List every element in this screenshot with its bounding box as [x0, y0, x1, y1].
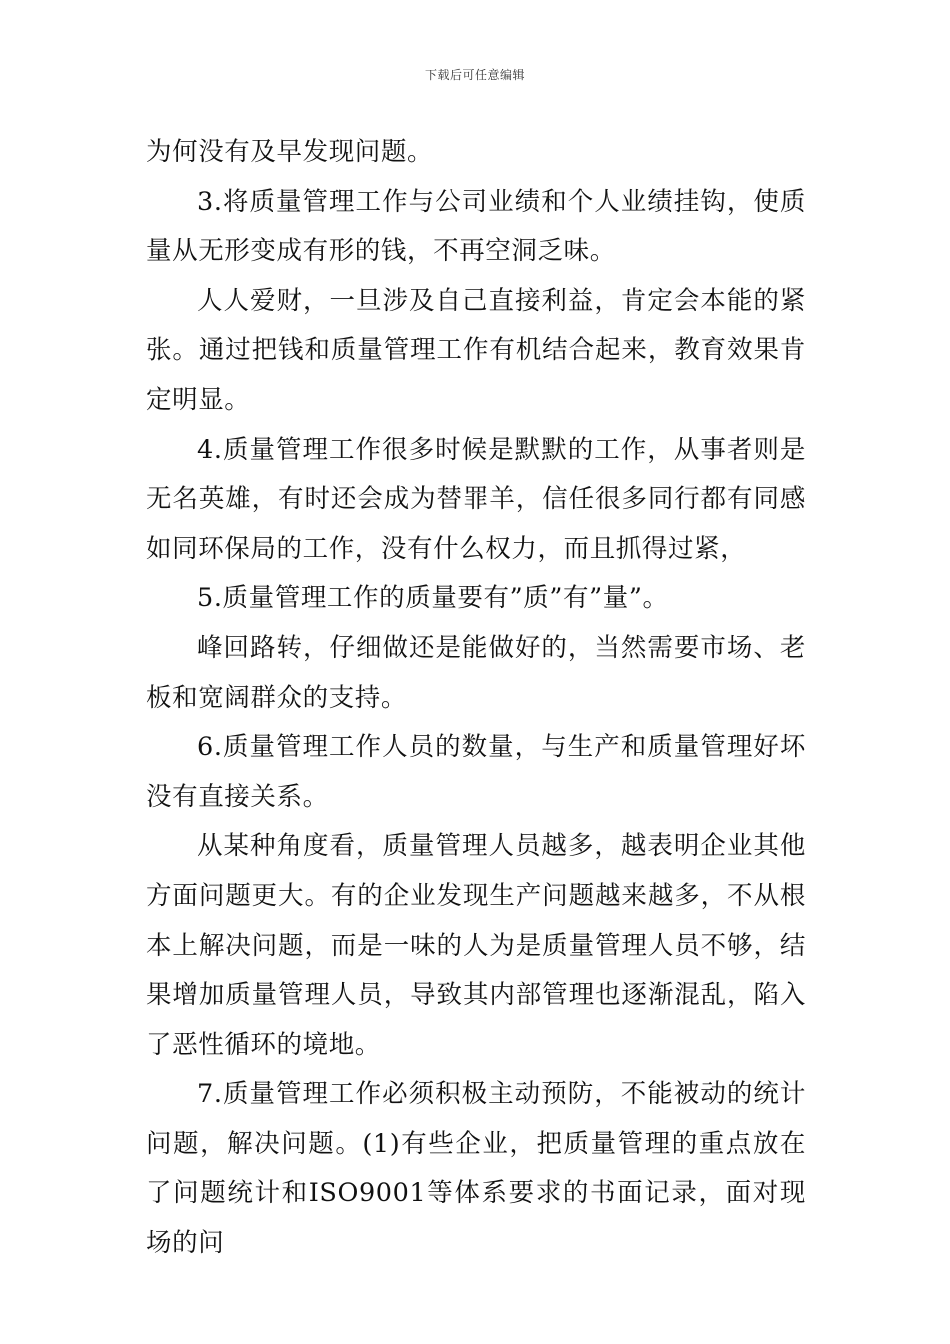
document-body	[146, 128, 806, 1269]
paragraph-support: 峰回路转，仔细做还是能做好的，当然需要市场、老板和宽阔群众的支持。	[146, 632, 806, 713]
paragraph-item-4: 4.质量管理工作很多时候是默默的工作，从事者则是无名英雄，有时还会成为替罪羊，信任很多同行都有同感如同环保局的工作，没有什么权力，而且抓得过紧，	[146, 434, 806, 564]
paragraph-continuation: 为何没有及早发现问题。	[146, 137, 434, 167]
paragraph-item-6: 6.质量管理工作人员的数量，与生产和质量管理好坏没有直接关系。	[146, 732, 806, 812]
page-header-note: 下载后可任意编辑	[424, 68, 525, 82]
paragraph-item-5: 5.质量管理工作的质量要有”质”有”量”。	[197, 583, 669, 614]
paragraph-item-3: 3.将质量管理工作与公司业绩和个人业绩挂钩，使质量从无形变成有形的钱，不再空洞乏味。	[146, 186, 806, 267]
paragraph-money-motivation: 人人爱财，一旦涉及自己直接利益，肯定会本能的紧张。通过把钱和质量管理工作有机结合起来，教育效果肯定明显。	[146, 285, 806, 415]
paragraph-staff-analysis: 从某种角度看，质量管理人员越多，越表明企业其他方面问题更大。有的企业发现生产问题越来越多，不从根本上解决问题，而是一味的人为是质量管理人员不够，结果增加质量管理人员，导致其内部管理也逐渐混乱，陷入了恶性循环的境地。	[146, 831, 806, 1060]
paragraph-item-7: 7.质量管理工作必须积极主动预防，不能被动的统计问题，解决问题。(1)有些企业，把质量管理的重点放在了问题统计和ISO9001等体系要求的书面记录，面对现场的问	[146, 1079, 806, 1259]
